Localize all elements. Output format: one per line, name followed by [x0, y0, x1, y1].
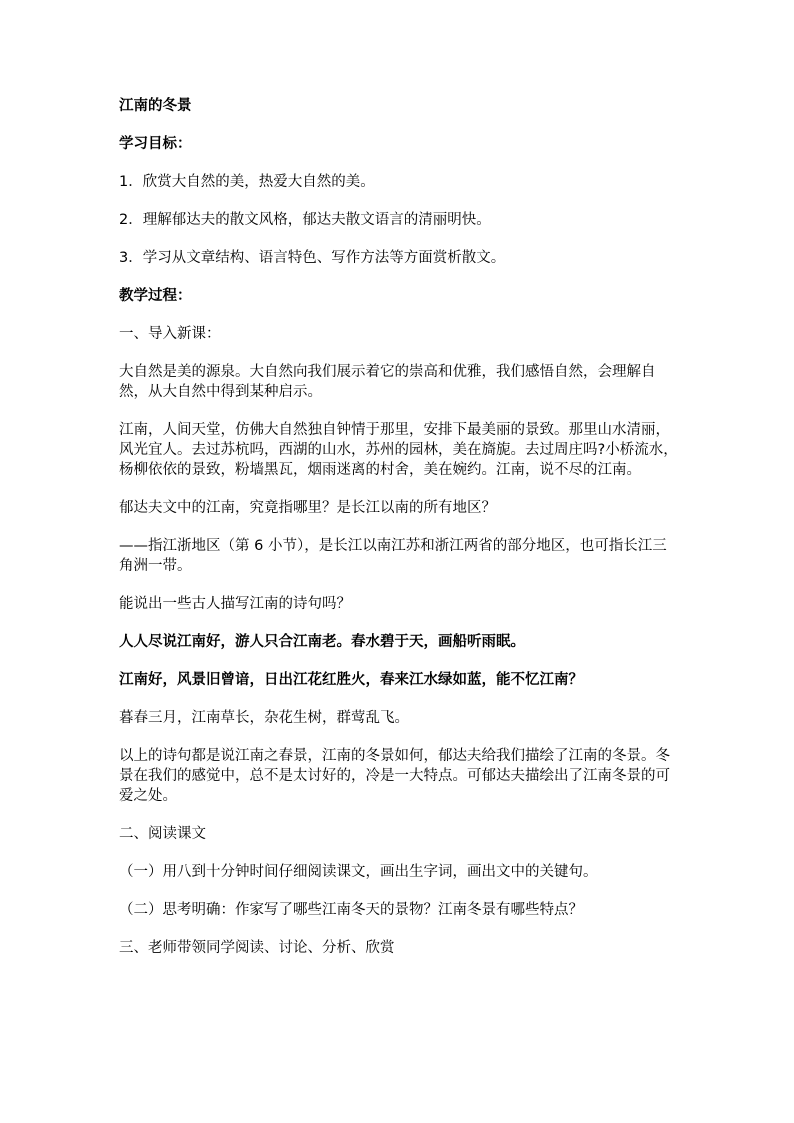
paragraph: 江南，人间天堂，仿佛大自然独自钟情于那里，安排下最美丽的景致。那里山水清丽，风光宜人。去过苏杭吗，西湖的山水，苏州的园林，美在旖旎。去过周庄吗?小桥流水，杨柳依依的景致，粉墙黑瓦，烟雨迷离的村舍，美在婉约。江南，说不尽的江南。	[119, 422, 678, 478]
paragraph: 郁达夫文中的江南，究竟指哪里？是长江以南的所有地区？	[119, 500, 496, 516]
process-heading: 教学过程：	[119, 288, 192, 304]
document-title: 江南的冬景	[119, 98, 192, 114]
task-item: （一）用八到十分钟时间仔细阅读课文，画出生字词，画出文中的关键句。	[119, 864, 598, 880]
paragraph: 大自然是美的源泉。大自然向我们展示着它的崇高和优雅，我们感悟自然，会理解自然，从大自然中得到某种启示。	[119, 364, 656, 400]
task-item: （二）思考明确：作家写了哪些江南冬天的景物？江南冬景有哪些特点？	[119, 902, 583, 918]
objectives-heading: 学习目标：	[119, 136, 192, 152]
paragraph: 能说出一些古人描写江南的诗句吗？	[119, 596, 351, 612]
poem-line: 江南好，风景旧曾谙，日出江花红胜火，春来江水绿如蓝，能不忆江南？	[119, 672, 583, 688]
document-page	[119, 96, 679, 976]
objective-item: 2．理解郁达夫的散文风格，郁达夫散文语言的清丽明快。	[119, 212, 491, 228]
objective-item: 1．欣赏大自然的美，热爱大自然的美。	[119, 174, 375, 190]
section-heading: 三、老师带领同学阅读、讨论、分析、欣赏	[119, 940, 395, 956]
section-heading: 一、导入新课：	[119, 326, 221, 342]
section-heading: 二、阅读课文	[119, 826, 206, 842]
poem-line: 暮春三月，江南草长，杂花生树，群莺乱飞。	[119, 710, 409, 726]
objective-item: 3．学习从文章结构、语言特色、写作方法等方面赏析散文。	[119, 250, 506, 266]
paragraph: 以上的诗句都是说江南之春景，江南的冬景如何，郁达夫给我们描绘了江南的冬景。冬景在我们的感觉中，总不是太讨好的，冷是一大特点。可郁达夫描绘出了江南冬景的可爱之处。	[119, 748, 670, 804]
paragraph: ——指江浙地区（第 6 小节），是长江以南江苏和浙江两省的部分地区，也可指长江三角洲一带。	[119, 538, 667, 574]
poem-line: 人人尽说江南好，游人只合江南老。春水碧于天，画船听雨眠。	[119, 634, 525, 650]
